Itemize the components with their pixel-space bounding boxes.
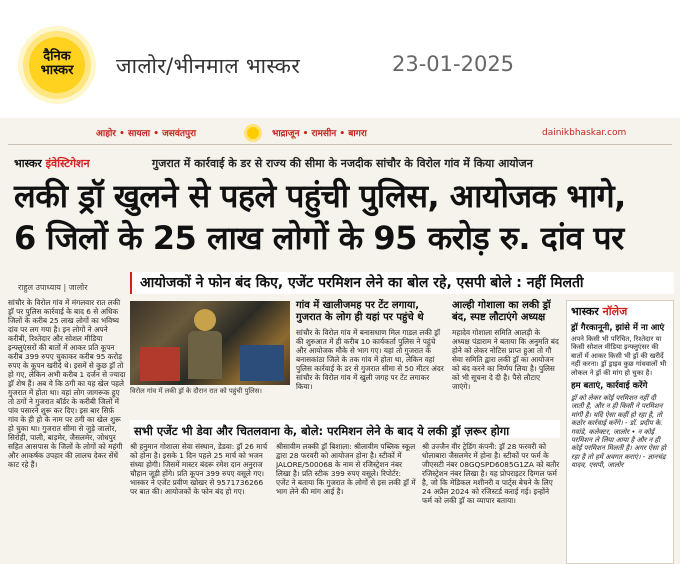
notice-subheading: हम बताएं, कार्रवाई करेंगे [571,381,648,392]
bottom-column-3: श्री उज्जैन वीर ट्रेडिंग कंपनी: ड्रॉ 28 फरवरी को धोलाबारा जैसलमेर में होना है। स्टीकों पर फर्म के जीएसटी नंबर 08GQSPD6085G1ZA को बतौर रजिस्ट्रेशन नंबर लिखा है। यह प्रोपराइटर दिग्गल फर्म है, जो कि मेडिकल मशीनरी व पार्ट्स बेचने के लिए 24 अप्रैल 2024 को रजिस्टर्ड कराई गई। इन्होंने फर्म को लकी ड्रॉ का व्यापार बताया। [422,442,560,505]
notice-label: नॉलेज [602,305,628,318]
edition-date: 23-01-2025 [392,52,515,76]
bottom-column-1: श्री हनुमान गोशाला सेवा संस्थान, डेडवा: ड्रॉ 26 मार्च को होना है। इसके 1 दिन पहले 25 मार्च को भजन संध्या होगी। जिसमें मास्टर बंदरू रमेश दान अनुराज चौहान जूड़ी होंगे। प्रति कूपन 399 रुपए वसूले गए। भास्कर ने एजेंट प्रवीण खोखर से 9571736266 पर बात की। आयोजकों के फोन बंद हो गए। [130,442,268,496]
edition-tags-right: भाद्राजून • रामसीन • बागरा [272,129,367,139]
site-url: dainikbhaskar.com [542,128,627,138]
headline-line-2: 6 जिलों के 25 लाख लोगों के 95 करोड़ रु. दांव पर [14,219,624,257]
mid-column-text: सांचौर के विरोल गांव में बनासधाण मिल गाडल लकी ड्रॉ की शुरुआत में ही करीब 10 कार्यकर्ता पुलिस ने पहुंचे और आयोजक मौके से भाग गए। यहां तो गुजरात के बनासकांठा जिले के तक गांव में होता था, लेकिन वहां पुलिस कार्रवाई के डर से गुजरात सीमा से 50 मीटर अंदर सांचौर के विरोल गांव में खुली जगह पर टेंट लगाकर किया। [296,328,444,391]
photo-figure-body [188,331,222,379]
kicker-brand: भास्कर [14,157,42,170]
police-raid-photo [130,301,290,385]
edition-tags-left: आहोर • सायला • जसवंतपुरा [96,129,197,139]
top-divider [8,144,672,145]
notice-title [571,304,669,319]
mid-section-heading: गांव में खालीजमह पर टेंट लगाया, गुजरात के लोग ही यहां पर पहुंचे थे [296,300,424,323]
edition-title: जालोर/भीनमाल भास्कर [116,54,301,78]
dainik-bhaskar-logo [18,26,96,104]
logo-line-2: भास्कर [40,63,74,78]
photo-caption: विरोल गांव में लकी ड्रॉ के दौरान रात को पहुंची पुलिस। [130,387,262,395]
bottom-column-2: श्रीसावीम लक्की ड्रॉ बिशाला: श्रीलावीम पब्लिक स्कूल द्वारा 28 फरवरी को आयोजन होना है। स्टीकों में JALORE/500068 के नाम से रजिस्ट्रेशन नंबर लिखा है। प्रति स्टीक 399 रुपए वसूले। रिपोर्टर: एजेंट ने बताया कि गुजरात के लोगों से इस लकी ड्रॉ में भाग लेने की मांग आई है। [276,442,416,496]
logo-line-1: दैनिक [43,49,71,64]
subhead: आयोजकों ने फोन बंद किए, एजेंट परमिशन लेने का बोल रहे, एसपी बोले : नहीं मिलती [140,275,584,291]
sun-icon [244,124,262,142]
notice-text: अपने किसी भी परिचित, रिश्तेदार या किसी सोशल मीडिया इन्फ्लुएंसर की बातों में आकर किसी भी ड्रॉ की खरीदें नहीं करना। ड्रॉ ड्राइव कुछ गांववालों भी लोकल ने ड्रॉ की मांग हो चुका है। [571,335,667,377]
photo-crowd-left [140,347,180,381]
photo-crowd-right [240,345,284,381]
right-section-heading: आल्ही गोशाला का लकी ड्रॉ बंद, स्पष्ट लौटाएंगे अध्यक्ष [452,300,551,323]
kicker-investigation: इंवेस्टिगेशन [45,157,90,170]
bottom-section-heading-bar [130,420,560,438]
bottom-section-heading: सभी एजेंट भी डेवा और चितलवाना के, बोले: परमिशन लेने के बाद ये लकी ड्रॉ ज़रूर होगा [134,424,510,438]
notice-brand: भास्कर [571,305,599,318]
notice-heading: ड्रॉ गैरकानूनी, झांसे में ना आएं [571,323,665,333]
left-column-text: सांचौर के विरोल गांव में मंगलवार रात लकी ड्रॉ पर पुलिस कार्रवाई के बाद 6 से अधिक जिलों के करीब 25 लाख लोगों का भविष्य दांव पर लग गया है। इन लोगों ने अपने करीबी, रिश्तेदार और सोशल मीडिया इन्फ्लुएंसरों की बातों में आकर प्रति कूपन करीब 399 रुपए चुकाकर करीब 95 करोड़ रुपए के कूपन खरीदे थे। इसमें से कुछ ड्रॉ तो हो गए, लेकिन अभी करीब 1 दर्जन से ज्यादा ड्रॉ शेष हैं। अब ये कि ठगी का यह खेल पहले गुजरात में होता था। वहां लोग जागरूक हुए तो ठगों ने गुजरात बॉर्डर के करीबी जिलों में पांव पसारने शुरू कर दिए। इस बार सिर्फ़ गांव के ही हो के नाम पर ठगी का खेल शुरू हो चुका था। गुजरात सीमा से जुड़े जालोर, सिरोही, पाली, बाड़मेर, जैसलमेर, जोधपुर सहित आसपास के जिलों के लोगों को महंगी और आकर्षक उपहार की लालच देकर सेंधें काट रहे हैं। [8,298,126,469]
newspaper-clipping [0,118,680,564]
photo-figure-head [194,309,216,331]
right-column-text: महादेव गोशाला समिति आलड़ी के अध्यक्ष पंडाराम ने बताया कि अनुमति बंद होने को लेकर नोटिस प्राप्त हुआ तो गौ सेवा समिति द्वारा लकी ड्रॉ का आयोजन को बंद करने का निर्णय लिया है। पुलिस को भी सूचना दे दी है। पैसे लौटाए जाएंगे। [452,328,559,391]
logo-text [18,50,96,78]
notice-quote: ड्रॉ को लेकर कोई परमिशन नहीं दी जाती है, और न ही किसी ने परमिशन मांगी है। यदि ऐसा कहीं हो रहा है, तो कठोर कार्रवाई करेंगे। - डॉ. प्रदीप के. गवांडे, कलेक्टर, जालोर • न कोई परमिशन ले लिया आया है और न ही कोई परमिशन मिलती है। अगर ऐसा हो रहा है तो हमें अवगत कराएं। - ज्ञानचंद्र यादव, एसपी, जालोर [571,394,666,470]
bhaskar-knowledge-box [566,300,674,564]
headline-line-1: लकी ड्रॉ खुलने से पहले पहुंची पुलिस, आयोजक भागे, [14,177,626,215]
article-header [0,0,680,118]
subhead-bar [130,272,674,294]
kicker-label [14,156,90,171]
kicker-text: गुजरात में कार्रवाई के डर से राज्य की सीमा के नजदीक सांचौर के विरोल गांव में किया आयोजन [152,157,533,170]
byline: राहुल उपाध्याय | जालोर [18,283,88,292]
